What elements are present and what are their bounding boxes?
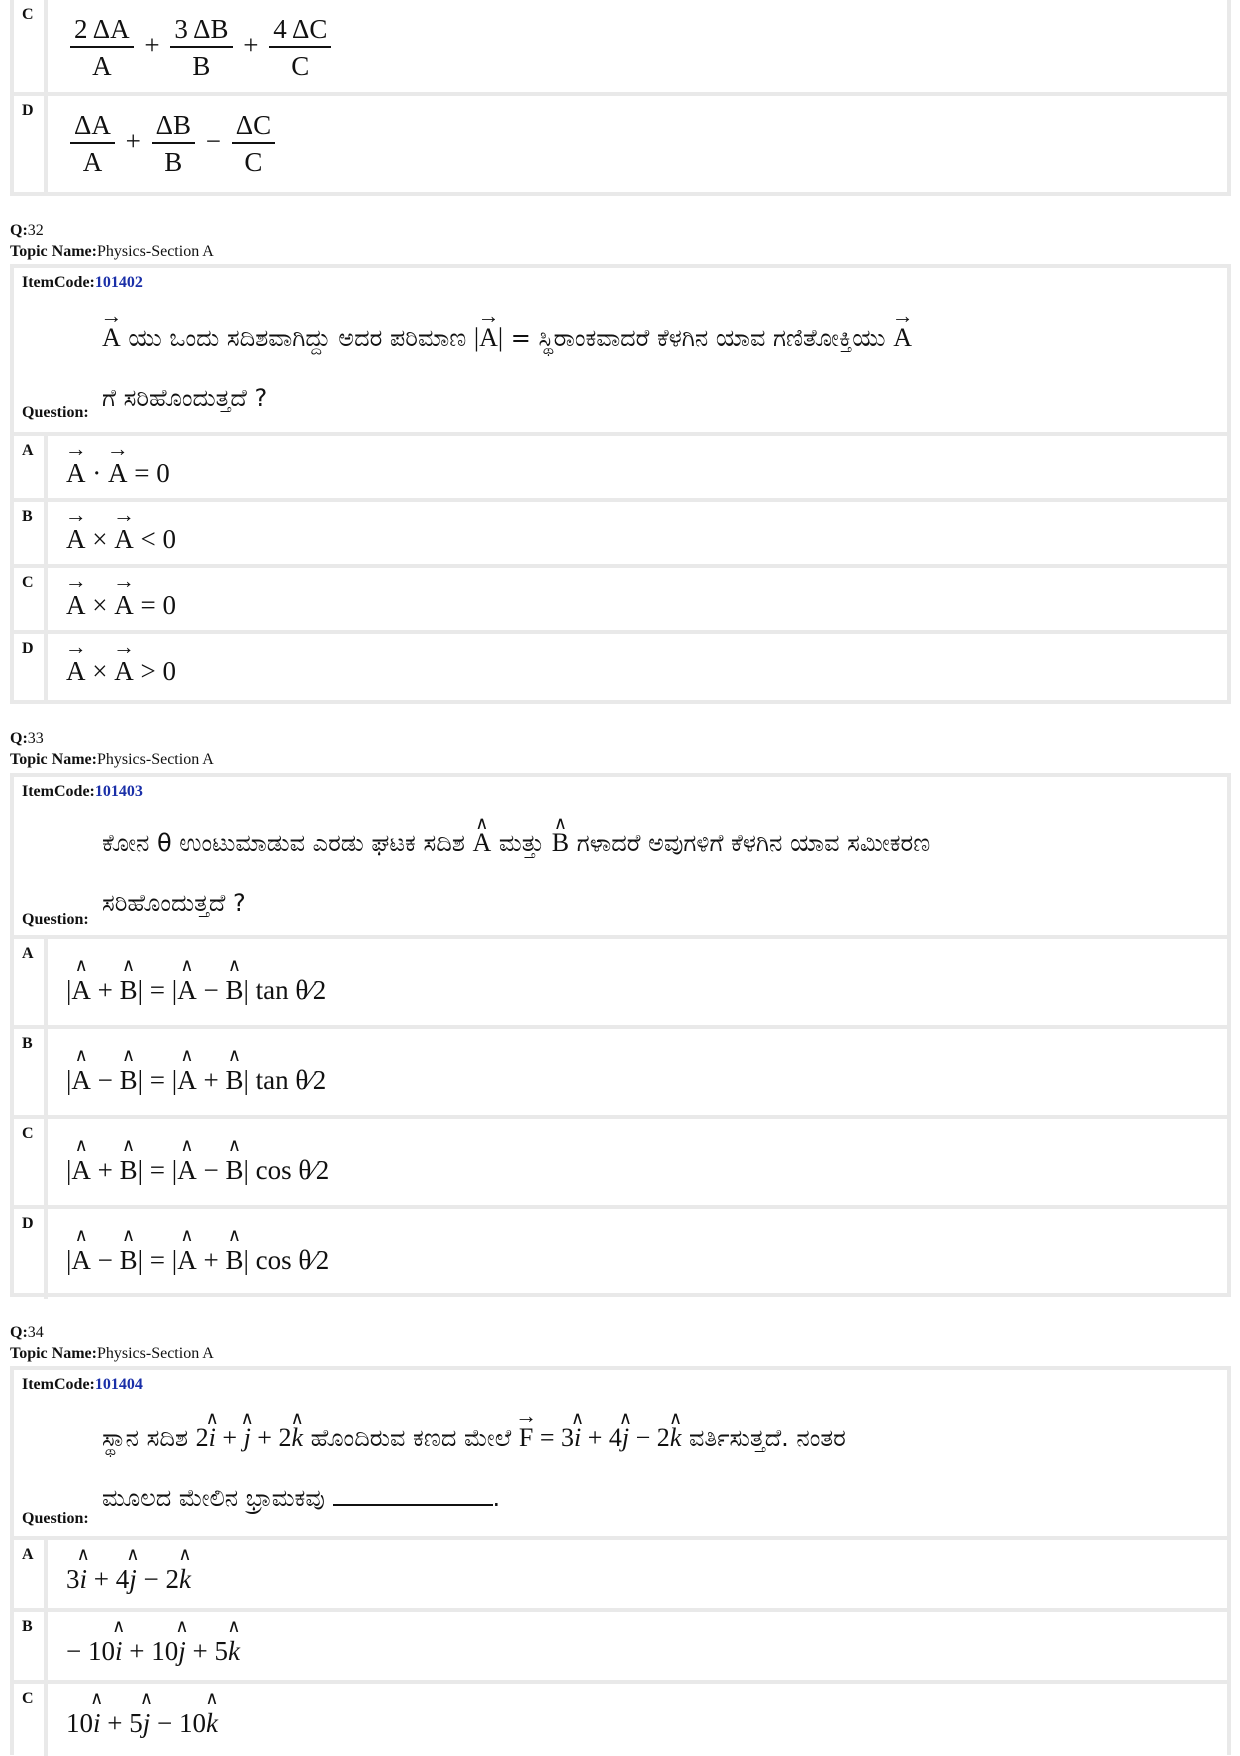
option-letter: A xyxy=(22,945,34,962)
option-letter: C xyxy=(22,6,34,23)
option-letter: C xyxy=(22,574,34,591)
option-expression: |∧ A − ∧ B| = |∧ A + ∧ B| tan θ⁄2 xyxy=(66,1065,326,1096)
question-number: 34 xyxy=(27,1324,44,1341)
option-row[interactable] xyxy=(14,436,1227,502)
option-letter: D xyxy=(22,1215,34,1232)
option-letter: C xyxy=(22,1690,34,1707)
topic-name: Physics-Section A xyxy=(96,243,214,260)
q31-options xyxy=(10,0,1231,196)
question-text: ಕೋನ θ ಉಂಟುಮಾಡುವ ಎರಡು ಘಟಕ ಸದಿಶ ∧ A ಮತ್ತು ∧ B ಗಳಾದರೆ ಅವುಗಳಿಗೆ ಕೆಳಗಿನ ಯಾವ ಸಮೀಕರಣ ಸರಿಹೊಂದುತ್ತದೆ ? xyxy=(102,813,1215,933)
option-expression: → A · → A = 0 xyxy=(66,458,170,489)
option-row[interactable] xyxy=(14,1540,1227,1612)
question-label: Question: xyxy=(22,911,89,928)
option-expression: → A × → A = 0 xyxy=(66,590,176,621)
question-box xyxy=(10,773,1231,1297)
option-row[interactable] xyxy=(14,1119,1227,1209)
option-expression: 10∧ i + 5∧ j − 10∧ k xyxy=(66,1708,218,1739)
question-text: ಸ್ಥಾನ ಸದಿಶ 2∧ i + ∧ j + 2∧ k ಹೊಂದಿರುವ ಕಣದ ಮೇಲೆ → F = 3∧ i + 4∧ j − 2∧ k ವರ್ತಿಸುತ್ತದೆ. ನಂತರ ಮೂಲದ ಮೇಲಿನ ಭ್ರಾಮಕವು . xyxy=(102,1408,1215,1528)
option-row[interactable] xyxy=(14,1029,1227,1119)
option-row[interactable] xyxy=(14,0,1227,96)
option-row[interactable] xyxy=(14,1612,1227,1684)
question-text: → A ಯು ಒಂದು ಸದಿಶವಾಗಿದ್ದು ಅದರ ಪರಿಮಾಣ |→ A| = ಸ್ಥಿರಾಂಕವಾದರೆ ಕೆಳಗಿನ ಯಾವ ಗಣಿತೋಕ್ತಿಯು → A ಗೆ ಸರಿಹೊಂದುತ್ತದೆ ? xyxy=(102,308,1215,428)
question-header: Q:32 Topic Name:Physics-Section A xyxy=(10,222,214,260)
item-code: ItemCode:101404 xyxy=(22,1376,143,1393)
option-letter: A xyxy=(22,442,34,459)
option-row[interactable] xyxy=(14,634,1227,700)
topic-name: Physics-Section A xyxy=(96,751,214,768)
option-letter: A xyxy=(22,1546,34,1563)
question-number: 32 xyxy=(27,222,44,239)
option-expression: → A × → A > 0 xyxy=(66,656,176,687)
question-row xyxy=(14,777,1227,939)
option-row[interactable] xyxy=(14,568,1227,634)
option-expression: − 10∧ i + 10∧ j + 5∧ k xyxy=(66,1636,240,1667)
option-row[interactable] xyxy=(14,502,1227,568)
option-expression: → A × → A < 0 xyxy=(66,524,176,555)
option-row[interactable] xyxy=(14,939,1227,1029)
option-expression: |∧ A − ∧ B| = |∧ A + ∧ B| cos θ⁄2 xyxy=(66,1245,329,1276)
option-letter: C xyxy=(22,1125,34,1142)
option-expression: $\frac{\Delta A}{A}$ + $\frac{\Delta B}{B}$ − $\frac{\Delta C}{C}$ xyxy=(66,108,279,180)
question-box xyxy=(10,1366,1231,1755)
option-row[interactable] xyxy=(14,96,1227,192)
question-header: Q:34 Topic Name:Physics-Section A xyxy=(10,1324,214,1362)
option-row[interactable] xyxy=(14,1684,1227,1756)
question-row xyxy=(14,268,1227,436)
item-code: ItemCode:101402 xyxy=(22,274,143,291)
question-number: 33 xyxy=(27,730,44,747)
option-letter: B xyxy=(22,1618,33,1635)
option-expression: |∧ A + ∧ B| = |∧ A − ∧ B| cos θ⁄2 xyxy=(66,1155,329,1186)
item-code: ItemCode:101403 xyxy=(22,783,143,800)
question-box xyxy=(10,264,1231,704)
option-letter: D xyxy=(22,102,34,119)
option-letter: B xyxy=(22,1035,33,1052)
question-label: Question: xyxy=(22,1510,89,1527)
question-label: Question: xyxy=(22,404,89,421)
option-expression: $\frac{2 \Delta A}{A}$ + $\frac{3 \Delta B}{B}$ + $\frac{4 \Delta C}{C}$ xyxy=(66,12,335,84)
option-letter: D xyxy=(22,640,34,657)
option-expression: 3∧ i + 4∧ j − 2∧ k xyxy=(66,1564,191,1595)
topic-name: Physics-Section A xyxy=(96,1345,214,1362)
question-header: Q:33 Topic Name:Physics-Section A xyxy=(10,730,214,768)
option-expression: |∧ A + ∧ B| = |∧ A − ∧ B| tan θ⁄2 xyxy=(66,975,326,1006)
option-row[interactable] xyxy=(14,1209,1227,1299)
option-letter: B xyxy=(22,508,33,525)
question-row xyxy=(14,1370,1227,1540)
